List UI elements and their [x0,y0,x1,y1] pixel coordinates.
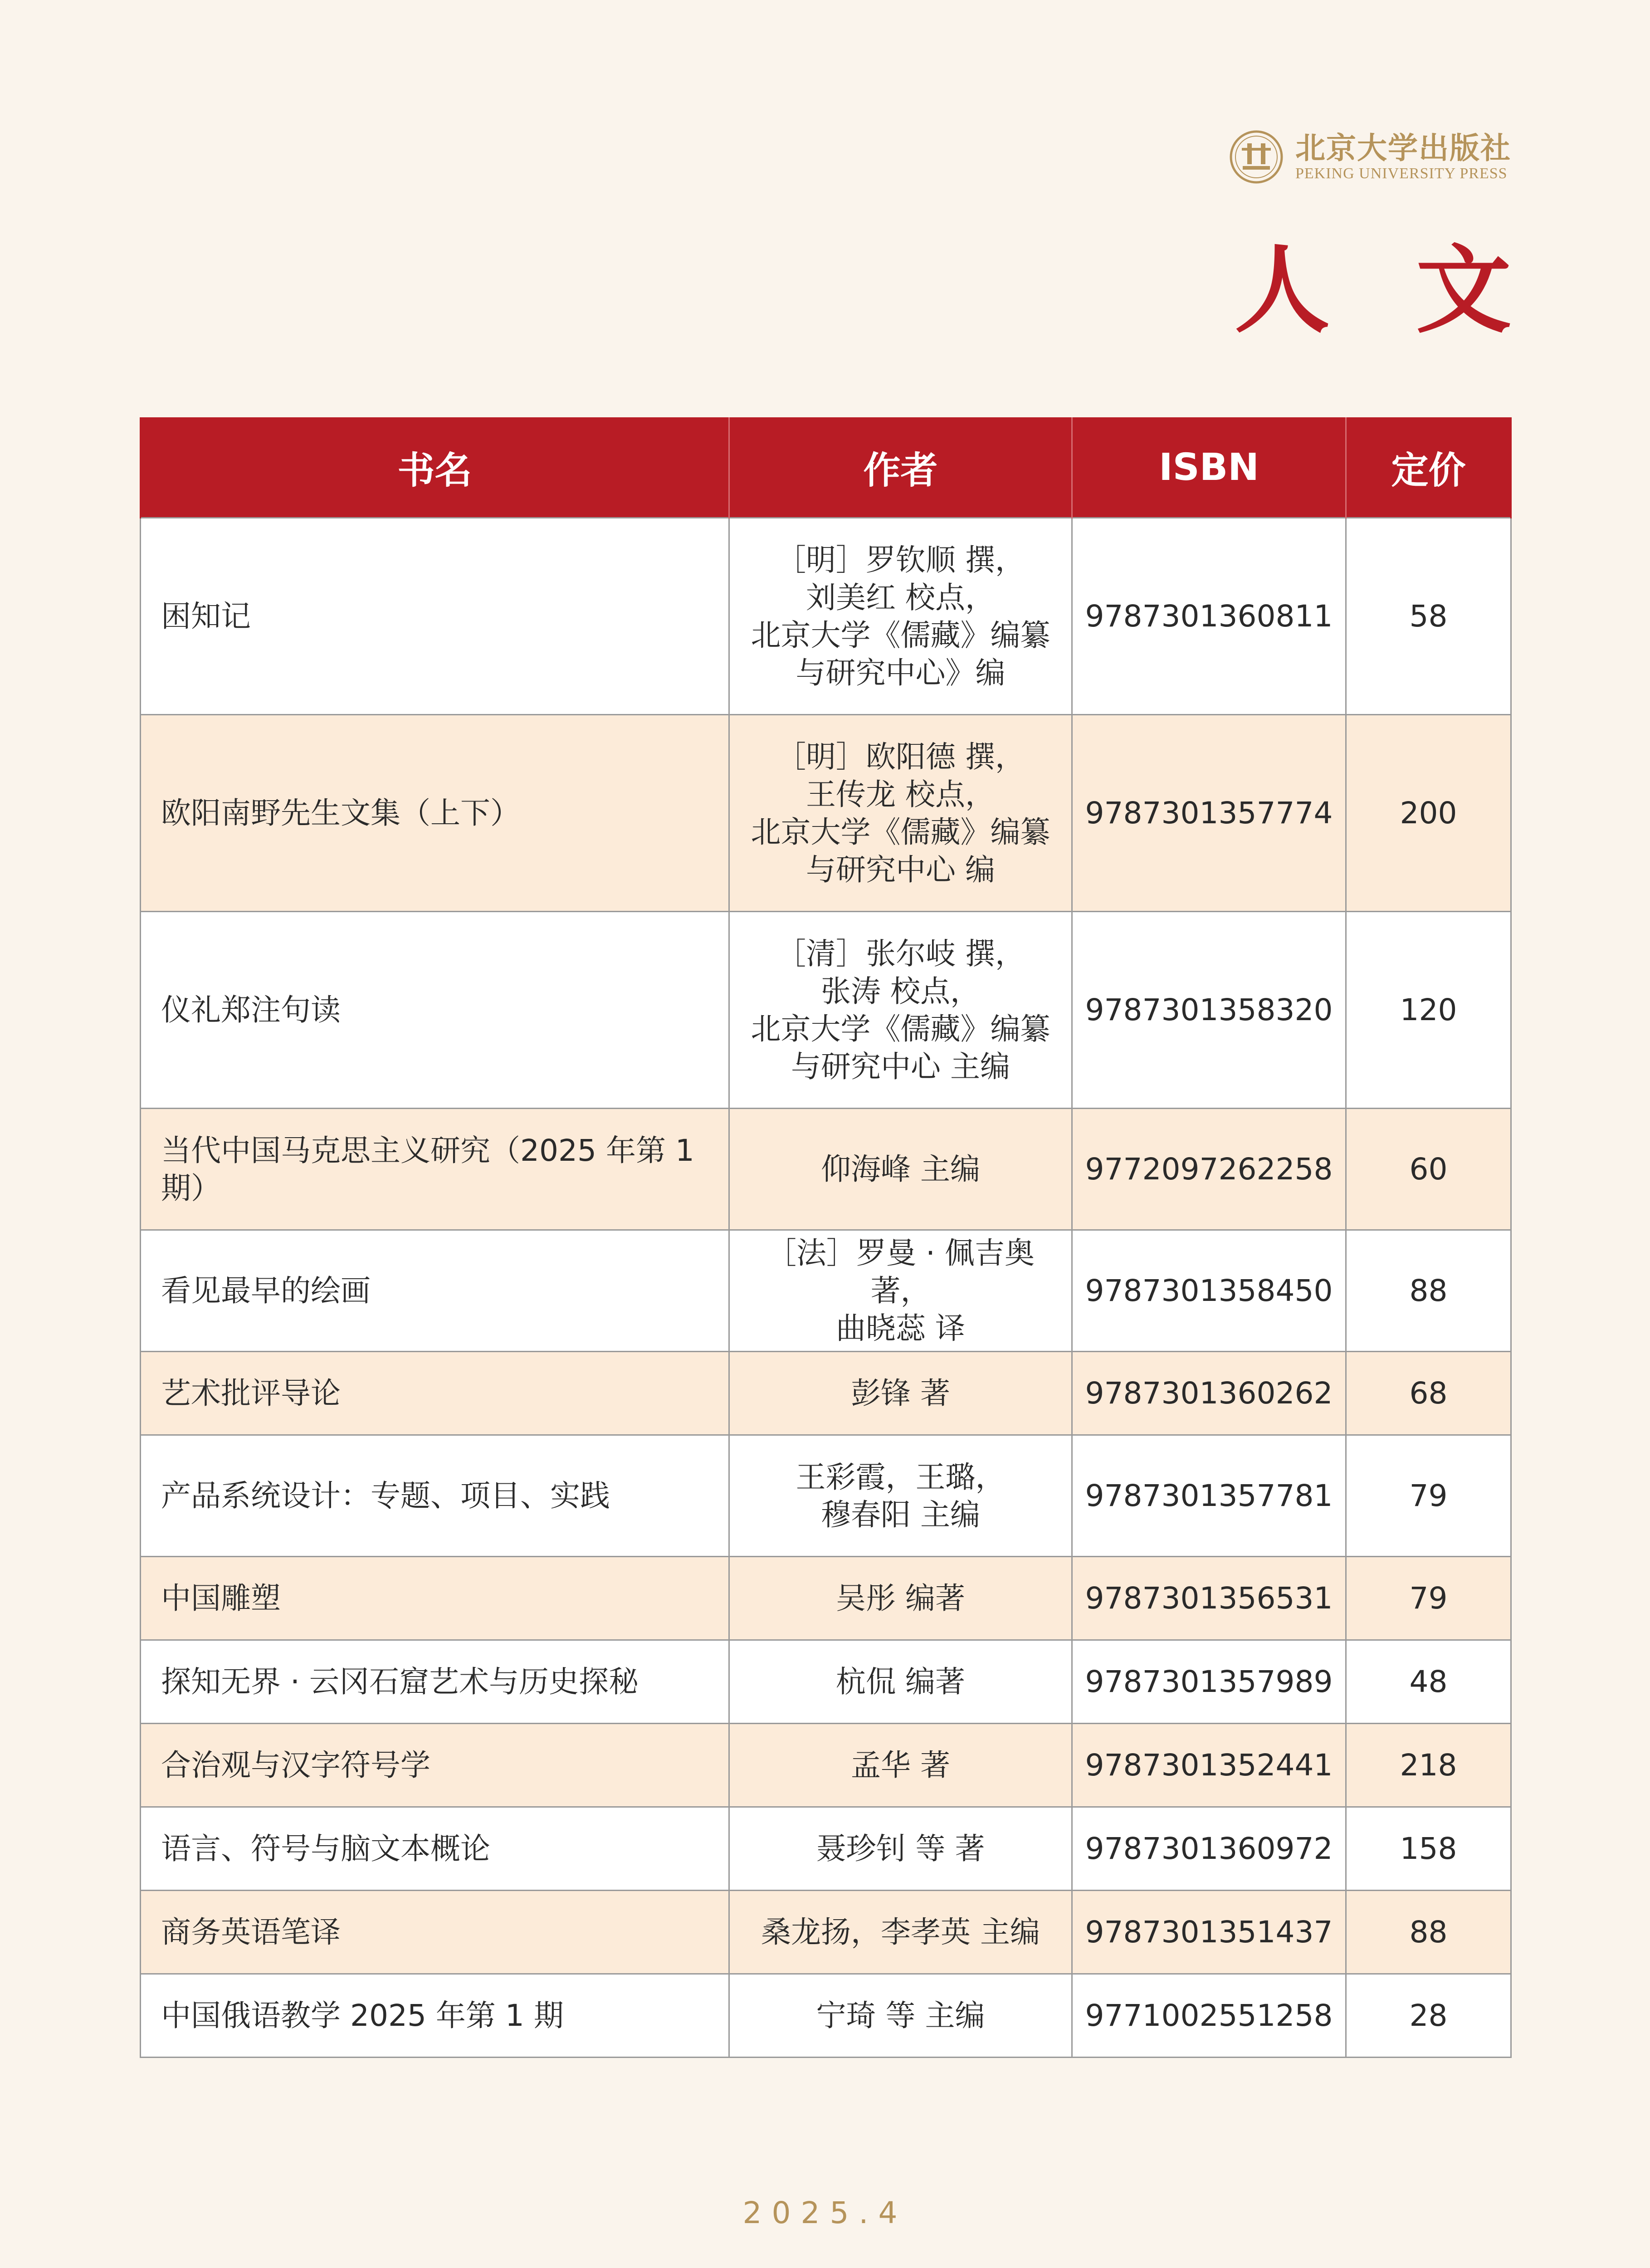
table-row [141,1557,1511,1640]
cell-author: ［法］罗曼 · 佩吉奥 著， 曲晓蕊 译 [729,1230,1072,1352]
publisher-name-en: PEKING UNIVERSITY PRESS [1295,165,1508,182]
cell-author: 吴彤 编著 [729,1557,1072,1640]
cell-title: 当代中国马克思主义研究（2025 年第 1 期） [141,1109,729,1230]
cell-title: 产品系统设计：专题、项目、实践 [141,1435,729,1557]
cell-price: 158 [1346,1807,1511,1891]
cell-title: 中国雕塑 [141,1557,729,1640]
cell-author: 王彩霞，王璐， 穆春阳 主编 [729,1435,1072,1557]
cell-price: 88 [1346,1891,1511,1974]
table-row [141,1230,1511,1352]
footer-date: 2025.4 [742,2195,908,2230]
cell-isbn: 9787301360972 [1072,1807,1346,1891]
cell-title: 合治观与汉字符号学 [141,1724,729,1807]
cell-price: 28 [1346,1974,1511,2058]
cell-title: 艺术批评导论 [141,1352,729,1435]
publisher-name [1295,131,1511,183]
table-row [141,715,1511,912]
cell-price: 68 [1346,1352,1511,1435]
cell-isbn: 9787301360262 [1072,1352,1346,1435]
table-row [141,1974,1511,2058]
cell-author: 彭锋 著 [729,1352,1072,1435]
cell-isbn: 9772097262258 [1072,1109,1346,1230]
cell-isbn: 9787301358320 [1072,912,1346,1109]
cell-price: 79 [1346,1557,1511,1640]
cell-author: 聂珍钊 等 著 [729,1807,1072,1891]
cell-price: 88 [1346,1230,1511,1352]
cell-author: ［明］欧阳德 撰， 王传龙 校点， 北京大学《儒藏》编纂 与研究中心 编 [729,715,1072,912]
cell-title: 商务英语笔译 [141,1891,729,1974]
book-table-container [140,417,1510,2058]
cell-title: 欧阳南野先生文集（上下） [141,715,729,912]
cell-isbn: 9787301356531 [1072,1557,1346,1640]
peking-university-seal-icon [1229,130,1284,184]
header-author: 作者 [729,417,1072,518]
cell-author: 仰海峰 主编 [729,1109,1072,1230]
book-table [140,417,1512,2058]
cell-author: 杭侃 编著 [729,1640,1072,1724]
table-row [141,1435,1511,1557]
table-row [141,518,1511,715]
cell-price: 79 [1346,1435,1511,1557]
cell-isbn: 9787301357989 [1072,1640,1346,1724]
section-title: 人文 [1234,234,1597,346]
cell-title: 探知无界 · 云冈石窟艺术与历史探秘 [141,1640,729,1724]
cell-price: 58 [1346,518,1511,715]
table-row [141,1891,1511,1974]
table-header-row [141,417,1511,518]
cell-title: 语言、符号与脑文本概论 [141,1807,729,1891]
cell-isbn: 9787301357781 [1072,1435,1346,1557]
cell-isbn: 9787301357774 [1072,715,1346,912]
cell-price: 218 [1346,1724,1511,1807]
cell-isbn: 9787301358450 [1072,1230,1346,1352]
table-row [141,912,1511,1109]
cell-isbn: 9787301351437 [1072,1891,1346,1974]
table-row [141,1807,1511,1891]
header-title: 书名 [141,417,729,518]
cell-author: 宁琦 等 主编 [729,1974,1072,2058]
table-row [141,1640,1511,1724]
cell-title: 仪礼郑注句读 [141,912,729,1109]
cell-author: 桑龙扬，李孝英 主编 [729,1891,1072,1974]
cell-title: 中国俄语教学 2025 年第 1 期 [141,1974,729,2058]
table-row [141,1109,1511,1230]
table-row [141,1724,1511,1807]
publisher-name-cn: 北京大学出版社 [1295,130,1511,166]
cell-price: 200 [1346,715,1511,912]
cell-author: ［明］罗钦顺 撰， 刘美红 校点， 北京大学《儒藏》编纂 与研究中心》编 [729,518,1072,715]
cell-author: 孟华 著 [729,1724,1072,1807]
cell-price: 48 [1346,1640,1511,1724]
cell-title: 困知记 [141,518,729,715]
header-isbn: ISBN [1072,417,1346,518]
publisher-logo [1229,130,1511,184]
header-price: 定价 [1346,417,1511,518]
cell-title: 看见最早的绘画 [141,1230,729,1352]
cell-isbn: 9787301352441 [1072,1724,1346,1807]
table-row [141,1352,1511,1435]
cell-isbn: 9787301360811 [1072,518,1346,715]
cell-price: 120 [1346,912,1511,1109]
cell-isbn: 9771002551258 [1072,1974,1346,2058]
cell-author: ［清］张尔岐 撰， 张涛 校点， 北京大学《儒藏》编纂 与研究中心 主编 [729,912,1072,1109]
cell-price: 60 [1346,1109,1511,1230]
